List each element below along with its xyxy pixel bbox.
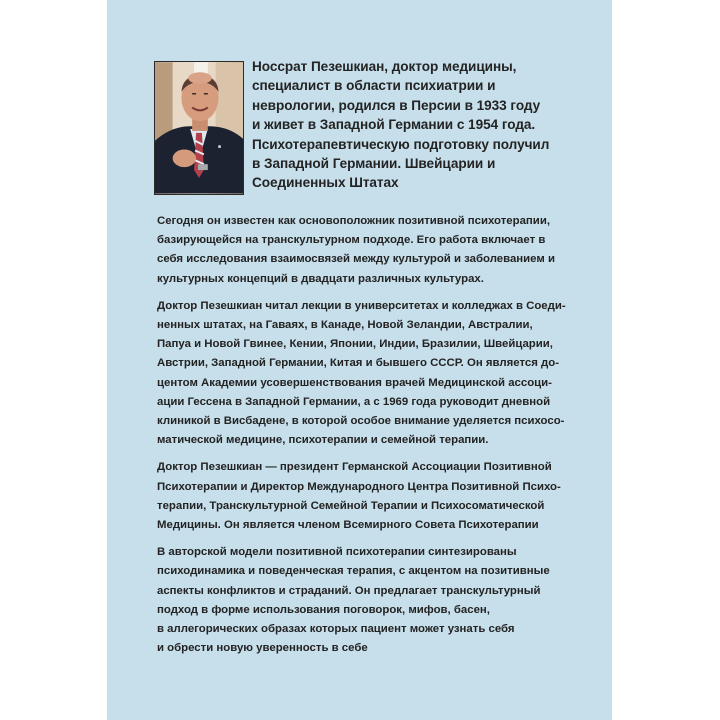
- intro-line: специалист в области психиатрии и: [252, 78, 496, 94]
- author-portrait-image: [155, 62, 243, 194]
- text-line: ненных штатах, на Гаваях, в Канаде, Новой Зеландии, Австралии,: [157, 319, 533, 332]
- text-line: матической медицине, психотерапии и семейной терапии.: [157, 434, 489, 447]
- text-line: Психотерапии и Директор Международного Центра Позитивной Психо-: [157, 480, 561, 493]
- intro-line: Психотерапевтическую подготовку получил: [252, 136, 550, 152]
- text-line: Медицины. Он является членом Всемирного Совета Психотерапии: [157, 519, 539, 532]
- text-line: клиникой в Висбадене, в которой особое внимание уделяется психосо-: [157, 415, 565, 428]
- text-line: ации Гессена в Западной Германии, а с 1969 года руководит дневной: [157, 395, 551, 408]
- paragraph-positive-psychotherapy-founder: [157, 212, 569, 289]
- intro-line: и живет в Западной Германии с 1954 года.: [252, 117, 536, 133]
- text-line: и обрести новую уверенность в себе: [157, 642, 368, 655]
- text-line: Сегодня он известен как основоположник позитивной психотерапии,: [157, 215, 550, 227]
- text-line: Папуа и Новой Гвинее, Кении, Японии, Индии, Бразилии, Швейцарии,: [157, 338, 553, 351]
- paragraph-president-and-director: [157, 458, 569, 535]
- text-line: базирующейся на транскультурном подходе. Его работа включает в: [157, 234, 546, 247]
- text-line: культурных концепций в двадцати различных культурах.: [157, 272, 484, 285]
- text-line: В авторской модели позитивной психотерапии синтезированы: [157, 546, 517, 559]
- text-line: подход в форме использования поговорок, мифов, басен,: [157, 603, 490, 616]
- text-line: Доктор Пезешкиан читал лекции в университетах и колледжах в Соеди-: [157, 299, 566, 312]
- text-line: Австрии, Западной Германии, Китая и бывшего СССР. Он является до-: [157, 357, 559, 370]
- text-line: центом Академии усовершенствования врачей Медицинской ассоци-: [157, 376, 552, 389]
- intro-line: неврологии, родился в Персии в 1933 году: [252, 97, 541, 113]
- paragraph-lectures-and-career: [157, 297, 569, 451]
- biography-body: [157, 212, 569, 668]
- paragraph-author-model: [157, 543, 569, 658]
- author-intro-text: [252, 57, 572, 193]
- intro-line: в Западной Германии. Швейцарии и: [252, 156, 496, 172]
- text-line: психодинамика и поведенческая терапия, с акцентом на позитивные: [157, 565, 550, 578]
- text-line: терапии, Транскультурной Семейной Терапии и Психосоматической: [157, 499, 545, 512]
- text-line: себя исследования взаимосвязей между культурой и заболеванием и: [157, 253, 555, 266]
- text-line: в аллегорических образах которых пациент может узнать себя: [157, 623, 515, 636]
- book-back-cover-page: [107, 0, 612, 720]
- author-photo: [154, 61, 244, 195]
- intro-line: Соединенных Штатах: [252, 175, 399, 191]
- text-line: Доктор Пезешкиан — президент Германской Ассоциации Позитивной: [157, 461, 552, 474]
- text-line: аспекты конфликтов и страданий. Он предлагает транскультурный: [157, 584, 541, 597]
- intro-line: Носсрат Пезешкиан, доктор медицины,: [252, 59, 517, 74]
